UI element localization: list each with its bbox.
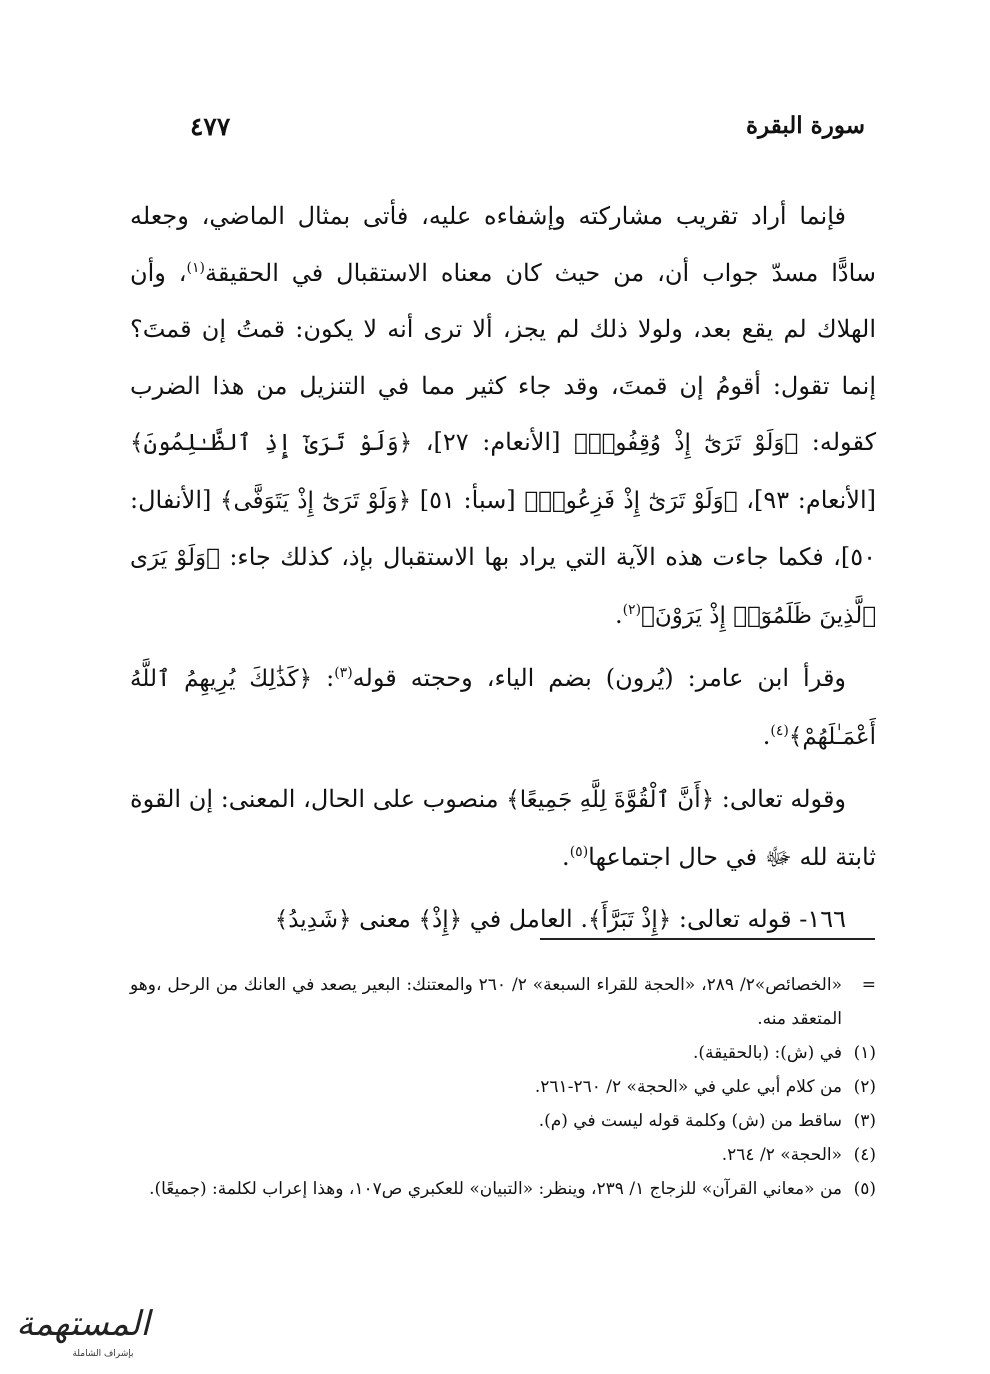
text-run: فإنما أراد تقريب مشاركته وإشفاءه عليه، فأتى بمثال الماضي، وجعله سادًّا مسدّ جواب أن، من حيث كان معناه الاستقبال في الحقيقة bbox=[130, 202, 876, 287]
quran-quote: ﴿إِذْ تَبَرَّأَ﴾ bbox=[587, 907, 672, 933]
footnote-number: (١) bbox=[853, 1043, 876, 1063]
footnote-number: (٤) bbox=[853, 1145, 876, 1165]
footnote-number: (٣) bbox=[853, 1111, 876, 1131]
footnote-continuation bbox=[130, 968, 876, 1036]
footnote-divider bbox=[540, 938, 875, 940]
footnote-1 bbox=[130, 1036, 876, 1070]
text-run: [الأنفال: ٥٠]، فكما جاءت هذه الآية التي يراد بها الاستقبال بإذ، كذلك جاء: bbox=[130, 485, 876, 571]
paragraph-1 bbox=[130, 188, 876, 644]
footnote-number: (٥) bbox=[853, 1179, 876, 1199]
logo-text: المستهمة bbox=[16, 1304, 150, 1344]
quran-quote: ﴿كَذَٰلِكَ يُرِيهِمُ ٱللَّهُ أَعْمَـٰلَهُمْ﴾ bbox=[130, 666, 876, 750]
main-text bbox=[130, 188, 876, 949]
logo-subtext: بإشراف الشاملة bbox=[72, 1349, 134, 1359]
quran-quote: ﴿وَلَوْ تَرَىٰٓ إِذْ يَتَوَفَّى﴾ bbox=[220, 487, 412, 514]
text-run: معنى bbox=[351, 905, 419, 933]
quran-quote: ﴿وَلَوْ يَرَى ٱلَّذِينَ ظَلَمُوٓا۟ إِذْ يَرَوْنَ﴾ bbox=[130, 545, 876, 629]
footnote-2 bbox=[130, 1070, 876, 1104]
footnote-ref-4: (٤) bbox=[770, 722, 789, 739]
text-run: . العامل في bbox=[462, 905, 588, 933]
text-run: منصوب على الحال، المعنى: إن القوة ثابتة لله ﷻ في حال اجتماعها bbox=[130, 785, 876, 871]
text-run: [الأنعام: ٩٣]، bbox=[737, 485, 876, 514]
footnote-text: «الحجة» ٢/ ٢٦٤. bbox=[721, 1145, 842, 1165]
quran-quote: ﴿وَلَوْ تَرَىٰٓ إِذِ ٱلظَّـٰلِمُونَ﴾ bbox=[130, 430, 413, 456]
text-run: ١٦٦- قوله تعالى: bbox=[671, 905, 846, 933]
text-run: : bbox=[312, 664, 335, 692]
footnotes bbox=[130, 968, 876, 1206]
text-run: . bbox=[562, 842, 570, 871]
quran-quote: ﴿أَنَّ ٱلْقُوَّةَ لِلَّهِ جَمِيعًا﴾ bbox=[506, 787, 715, 813]
footnote-ref-1: (١) bbox=[186, 259, 205, 276]
text-run: وقوله تعالى: bbox=[714, 785, 847, 813]
footnote-text: من كلام أبي علي في «الحجة» ٢/ ٢٦٠-٢٦١. bbox=[534, 1077, 842, 1097]
watermark-logo bbox=[8, 1290, 158, 1365]
footnote-text: من «معاني القرآن» للزجاج ١/ ٢٣٩، وينظر: «التبيان» للعكبري ص١٠٧، وهذا إعراب لكلمة: (جميعًا). bbox=[149, 1179, 842, 1199]
footnote-ref-3: (٣) bbox=[334, 665, 353, 681]
footnote-number: (٢) bbox=[853, 1077, 876, 1097]
quran-quote: ﴿وَلَوْ تَرَىٰٓ إِذْ وُقِفُوا۟﴾ bbox=[574, 430, 799, 456]
text-run: [سبأ: ٥١] bbox=[411, 485, 525, 514]
paragraph-2 bbox=[130, 650, 876, 765]
footnote-text: «الخصائص»٢/ ٢٨٩، «الحجة للقراء السبعة» ٢/ ٢٦٠ والمعتنك: البعير يصعد في العانك من الرحل ،وهو المتعقد منه. bbox=[130, 975, 842, 1029]
text-run: . bbox=[762, 721, 771, 750]
footnote-ref-5: (٥) bbox=[569, 843, 589, 860]
quran-quote: ﴿شَدِيدُ﴾ bbox=[274, 907, 352, 933]
text-run: [الأنعام: ٢٧]، bbox=[412, 428, 575, 456]
footnote-5 bbox=[130, 1172, 876, 1206]
running-header bbox=[130, 112, 865, 152]
quran-quote: ﴿وَلَوْ تَرَىٰٓ إِذْ فَزِعُوا۟﴾ bbox=[524, 487, 738, 514]
page-number: ٤٧٧ bbox=[190, 112, 231, 141]
footnote-ref-2: (٢) bbox=[622, 601, 642, 618]
footnote-text: في (ش): (بالحقيقة). bbox=[692, 1043, 842, 1063]
text-run: ، وأن الهلاك لم يقع بعد، ولولا ذلك لم يجز، ألا ترى أنه لا يكون: قمتُ إن قمتَ؟ إنما تقول: أقومُ إن قمتَ، وقد جاء كثير مما في التنزيل من هذا الضرب كقوله: bbox=[130, 258, 877, 456]
text-run: وقرأ ابن عامر: (يُرون) بضم الياء، وحجته قوله bbox=[352, 664, 847, 692]
footnote-text: ساقط من (ش) وكلمة قوله ليست في (م). bbox=[538, 1111, 842, 1131]
text-run: . bbox=[614, 600, 623, 629]
surah-title: سورة البقرة bbox=[745, 112, 865, 139]
footnote-3 bbox=[130, 1104, 876, 1138]
quran-quote: ﴿إِذْ﴾ bbox=[418, 907, 463, 933]
paragraph-3 bbox=[130, 771, 876, 885]
footnote-4 bbox=[130, 1138, 876, 1172]
continuation-marker: = bbox=[861, 975, 876, 995]
